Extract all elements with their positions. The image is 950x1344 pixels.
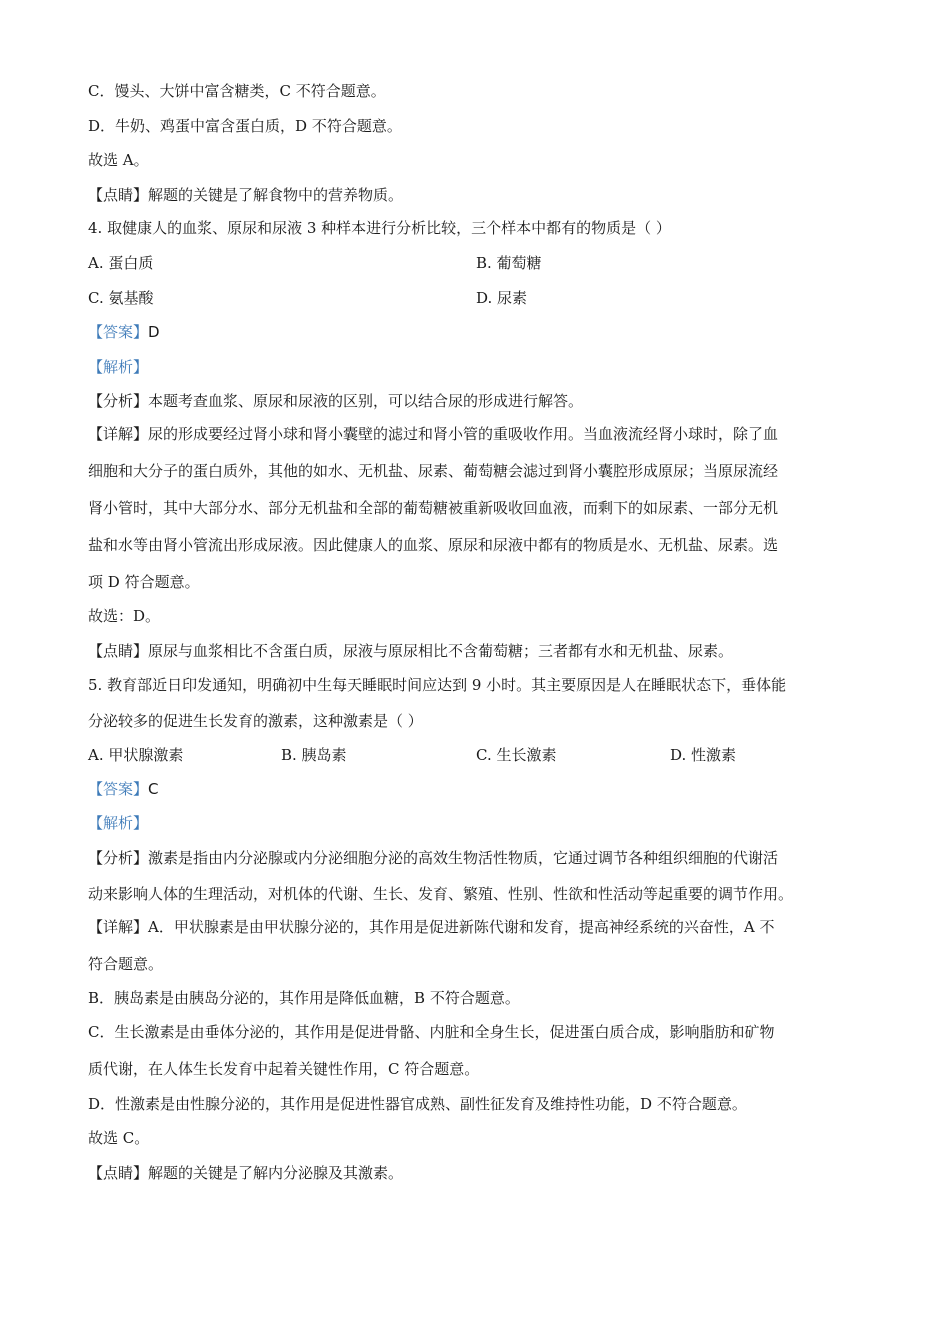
q4-option-c: C. 氨基酸 bbox=[88, 289, 154, 307]
q4-option-d: D. 尿素 bbox=[476, 289, 528, 307]
q4-option-a: A. 蛋白质 bbox=[88, 254, 154, 272]
q5-xiangjie-line-4: C．生长激素是由垂体分泌的，其作用是促进骨骼、内脏和全身生长，促进蛋白质合成，影响脂肪和矿物 bbox=[88, 1023, 775, 1041]
q4-answer-line bbox=[88, 322, 160, 342]
q5-option-d: D. 性激素 bbox=[670, 746, 737, 764]
q5-answer-tag: 【答案】 bbox=[88, 780, 149, 798]
q5-xiangjie-line-1: 【详解】A．甲状腺素是由甲状腺分泌的，其作用是促进新陈代谢和发育，提高神经系统的兴奋性，A 不 bbox=[88, 918, 775, 936]
q5-option-c: C. 生长激素 bbox=[476, 746, 557, 764]
q4-xiangjie-line-5: 项 D 符合题意。 bbox=[88, 573, 200, 591]
q5-option-a: A. 甲状腺激素 bbox=[88, 746, 184, 764]
q5-answer: C bbox=[148, 780, 159, 798]
q5-answer-line bbox=[88, 779, 159, 799]
prev-choice: 故选 A。 bbox=[88, 151, 149, 169]
q4-jiexi-tag: 【解析】 bbox=[88, 358, 149, 376]
q5-xiangjie-line-3: B．胰岛素是由胰岛分泌的，其作用是降低血糖，B 不符合题意。 bbox=[88, 989, 520, 1007]
prev-option-d-explanation: D．牛奶、鸡蛋中富含蛋白质，D 不符合题意。 bbox=[88, 117, 402, 135]
prev-dianjing: 【点睛】解题的关键是了解食物中的营养物质。 bbox=[88, 186, 404, 204]
q4-dianjing: 【点睛】原尿与血浆相比不含蛋白质，尿液与原尿相比不含葡萄糖；三者都有水和无机盐、尿素。 bbox=[88, 642, 734, 660]
q4-xiangjie-line-2: 细胞和大分子的蛋白质外，其他的如水、无机盐、尿素、葡萄糖会滤过到肾小囊腔形成原尿；当原尿流经 bbox=[88, 462, 779, 480]
q4-choice: 故选：D。 bbox=[88, 607, 161, 625]
q5-fenxi-line-1: 【分析】激素是指由内分泌腺或内分泌细胞分泌的高效生物活性物质，它通过调节各种组织细胞的代谢活 bbox=[88, 849, 779, 867]
q4-answer-tag: 【答案】 bbox=[88, 323, 149, 341]
q5-stem-line-1: 5. 教育部近日印发通知，明确初中生每天睡眠时间应达到 9 小时。其主要原因是人在睡眠状态下，垂体能 bbox=[88, 676, 787, 694]
q5-choice: 故选 C。 bbox=[88, 1129, 150, 1147]
prev-option-c-explanation: C．馒头、大饼中富含糖类，C 不符合题意。 bbox=[88, 82, 386, 100]
q4-xiangjie-line-3: 肾小管时，其中大部分水、部分无机盐和全部的葡萄糖被重新吸收回血液，而剩下的如尿素、一部分无机 bbox=[88, 499, 779, 517]
q4-xiangjie-line-1: 【详解】尿的形成要经过肾小球和肾小囊壁的滤过和肾小管的重吸收作用。当血液流经肾小球时，除了血 bbox=[88, 425, 779, 443]
q4-stem: 4. 取健康人的血浆、原尿和尿液 3 种样本进行分析比较，三个样本中都有的物质是（ ） bbox=[88, 219, 671, 237]
q5-xiangjie-line-2: 符合题意。 bbox=[88, 955, 164, 973]
q5-jiexi-tag: 【解析】 bbox=[88, 814, 149, 832]
q4-answer: D bbox=[148, 323, 160, 341]
q5-xiangjie-line-5: 质代谢，在人体生长发育中起着关键性作用，C 符合题意。 bbox=[88, 1060, 480, 1078]
q5-option-b: B. 胰岛素 bbox=[281, 746, 347, 764]
q5-fenxi-line-2: 动来影响人体的生理活动，对机体的代谢、生长、发育、繁殖、性别、性欲和性活动等起重要的调节作用。 bbox=[88, 885, 794, 903]
q5-dianjing: 【点睛】解题的关键是了解内分泌腺及其激素。 bbox=[88, 1164, 404, 1182]
q4-xiangjie-line-4: 盐和水等由肾小管流出形成尿液。因此健康人的血浆、原尿和尿液中都有的物质是水、无机盐、尿素。选 bbox=[88, 536, 779, 554]
q4-fenxi: 【分析】本题考查血浆、原尿和尿液的区别，可以结合尿的形成进行解答。 bbox=[88, 392, 584, 410]
q5-xiangjie-line-6: D．性激素是由性腺分泌的，其作用是促进性器官成熟、副性征发育及维持性功能，D 不符合题意。 bbox=[88, 1095, 747, 1113]
q4-option-b: B. 葡萄糖 bbox=[476, 254, 542, 272]
q5-stem-line-2: 分泌较多的促进生长发育的激素，这种激素是（ ） bbox=[88, 712, 423, 730]
